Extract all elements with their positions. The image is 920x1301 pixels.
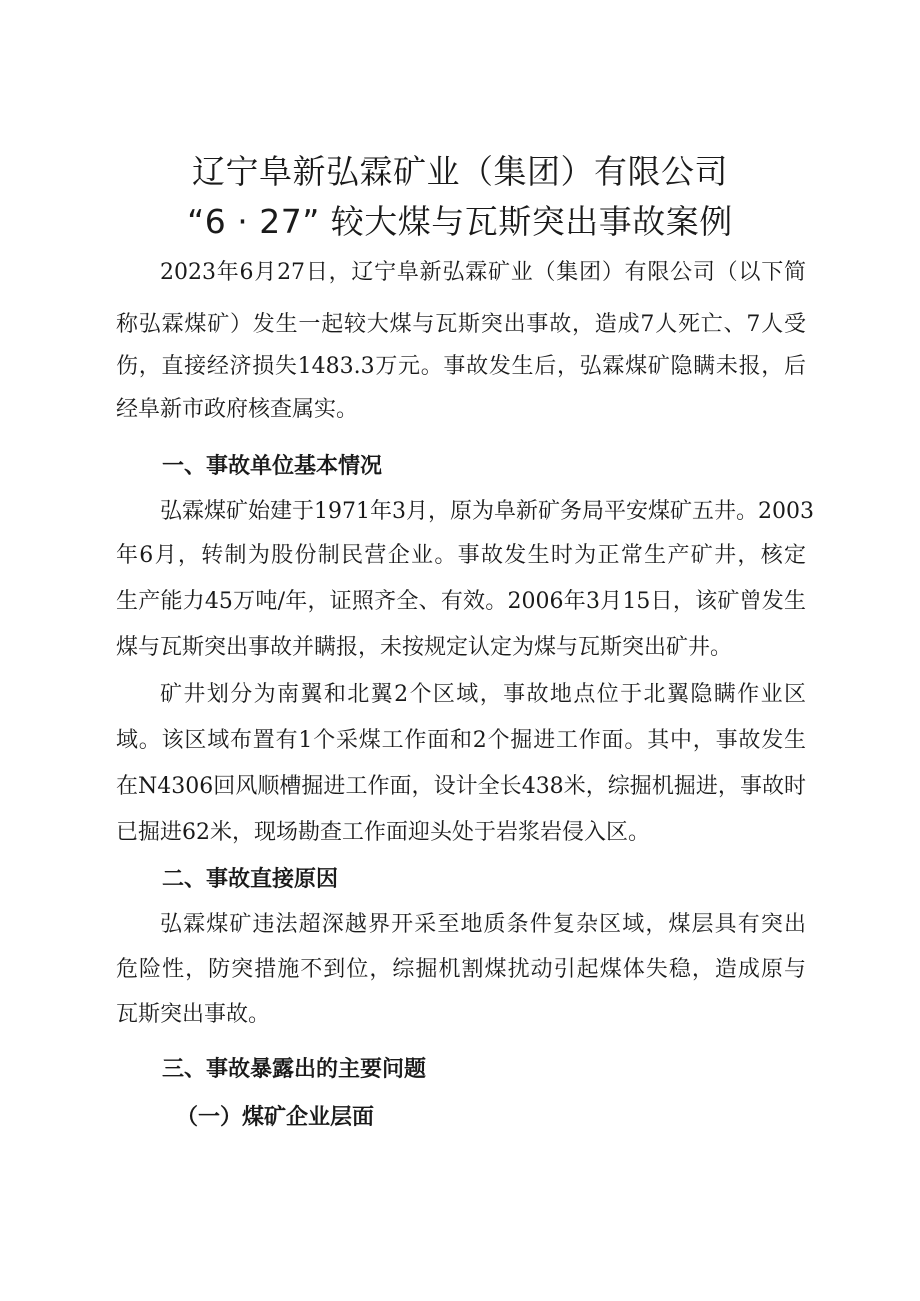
section-1-para-1-line-2: 年6月，转制为股份制民营企业。事故发生时为正常生产矿井，核定 bbox=[116, 543, 806, 568]
section-3-heading: 三、事故暴露出的主要问题 bbox=[162, 1057, 427, 1082]
section-2-para-1-line-2: 危险性，防突措施不到位，综掘机割煤扰动引起煤体失稳，造成原与 bbox=[116, 957, 806, 982]
section-1-heading: 一、事故单位基本情况 bbox=[162, 454, 383, 479]
section-3-subheading: （一）煤矿企业层面 bbox=[176, 1104, 375, 1130]
document-title-line-2: “6 · 27” 较大煤与瓦斯突出事故案例 bbox=[187, 202, 733, 241]
intro-line-4: 经阜新市政府核查属实。 bbox=[116, 397, 359, 422]
section-2-para-1-line-1: 弘霖煤矿违法超深越界开采至地质条件复杂区域，煤层具有突出 bbox=[160, 912, 806, 937]
section-1-para-2-line-3: 在N4306回风顺槽掘进工作面，设计全长438米，综掘机掘进，事故时 bbox=[116, 774, 806, 799]
intro-line-3: 伤，直接经济损失1483.3万元。事故发生后，弘霖煤矿隐瞒未报，后 bbox=[116, 354, 806, 379]
intro-line-1: 2023年6月27日，辽宁阜新弘霖矿业（集团）有限公司（以下简 bbox=[160, 260, 806, 285]
section-1-para-1-line-4: 煤与瓦斯突出事故并瞒报，未按规定认定为煤与瓦斯突出矿井。 bbox=[116, 635, 733, 660]
section-2-heading: 二、事故直接原因 bbox=[162, 867, 339, 892]
section-2-para-1-line-3: 瓦斯突出事故。 bbox=[116, 1002, 271, 1027]
document-title-line-1: 辽宁阜新弘霖矿业（集团）有限公司 bbox=[192, 152, 728, 191]
intro-line-2: 称弘霖煤矿）发生一起较大煤与瓦斯突出事故，造成7人死亡、7人受 bbox=[116, 312, 806, 337]
section-1-para-1-line-3: 生产能力45万吨/年，证照齐全、有效。2006年3月15日，该矿曾发生 bbox=[116, 589, 806, 614]
section-1-para-2-line-2: 域。该区域布置有1个采煤工作面和2个掘进工作面。其中，事故发生 bbox=[116, 728, 806, 753]
section-1-para-2-line-4: 已掘进62米，现场勘查工作面迎头处于岩浆岩侵入区。 bbox=[116, 820, 650, 845]
section-1-para-2-line-1: 矿井划分为南翼和北翼2个区域，事故地点位于北翼隐瞒作业区 bbox=[160, 682, 806, 707]
section-1-para-1-line-1: 弘霖煤矿始建于1971年3月，原为阜新矿务局平安煤矿五井。2003 bbox=[160, 499, 814, 524]
